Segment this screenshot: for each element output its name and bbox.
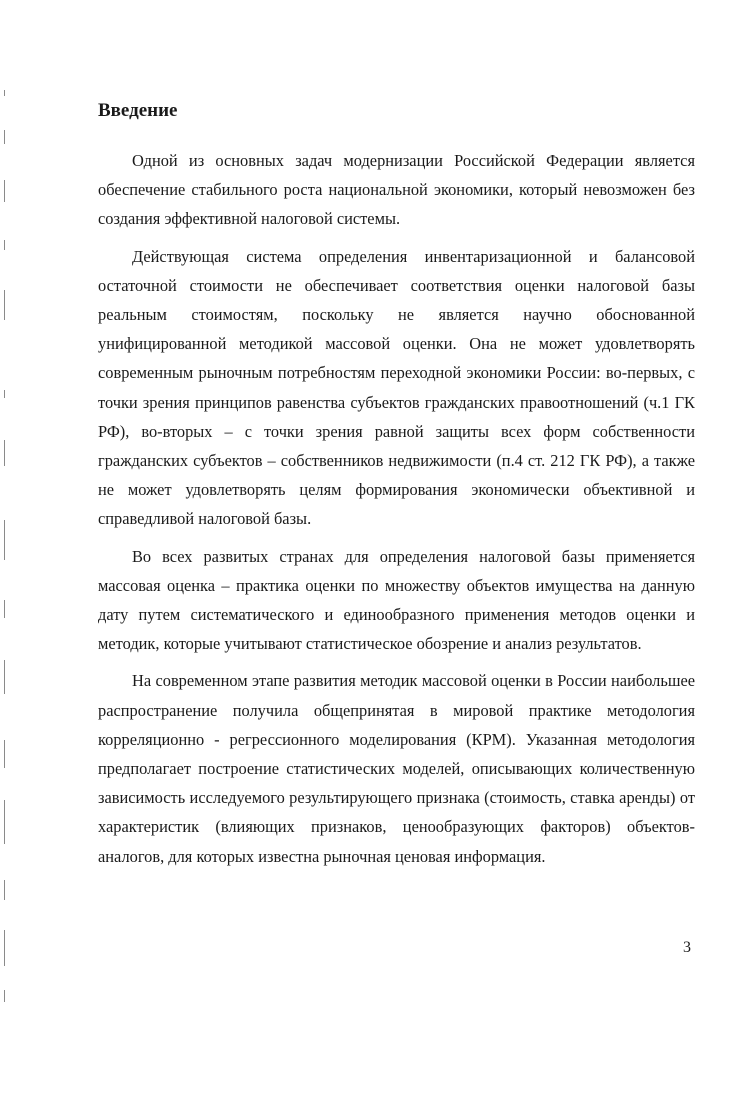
scan-speck — [4, 440, 5, 466]
scan-speck — [4, 90, 5, 96]
body-text — [98, 146, 695, 879]
scan-speck — [4, 930, 5, 966]
paragraph: Действующая система определения инвентаризационной и балансовой остаточной стоимости не обеспечивает соответствия оценки налоговой базы реальным стоимостям, поскольку не является научно обоснованной унифицированной методикой массовой оценки. Она не может удовлетворять современным рыночным потребностям переходной экономики России: во-первых, с точки зрения принципов равенства субъектов гражданских правоотношений (ч.1 ГК РФ), во-вторых – с точки зрения равной защиты всех форм собственности гражданских субъектов – собственников недвижимости (п.4 ст. 212 ГК РФ), а также не может удовлетворять целям формирования экономически объективной и справедливой налоговой базы. — [98, 246, 695, 529]
page-number: 3 — [683, 939, 691, 956]
scan-speck — [4, 660, 5, 694]
scan-speck — [4, 130, 5, 144]
scan-speck — [4, 880, 5, 900]
section-heading: Введение — [98, 100, 178, 121]
scan-speck — [4, 520, 5, 560]
scan-speck — [4, 990, 5, 1002]
scan-speck — [4, 240, 5, 250]
scan-speck — [4, 180, 5, 202]
scan-speck — [4, 800, 5, 844]
paragraph: Во всех развитых странах для определения налоговой базы применяется массовая оценка – практика оценки по множеству объектов имущества на данную дату путем систематического и единообразного применения методов оценки и методик, которые учитывают статистическое обозрение и анализ результатов. — [98, 546, 695, 654]
scan-speck — [4, 290, 5, 320]
scan-speck — [4, 600, 5, 618]
scan-speck — [4, 390, 5, 398]
paragraph: На современном этапе развития методик массовой оценки в России наибольшее распространение получила общепринятая в мировой практике методология корреляционно - регрессионного моделирования (КРМ). Указанная методология предполагает построение статистических моделей, описывающих количественную зависимость исследуемого результирующего признака (стоимость, ставка аренды) от характеристик (влияющих признаков, ценообразующих факторов) объектов-аналогов, для которых известна рыночная ценовая информация. — [98, 671, 695, 866]
paragraph: Одной из основных задач модернизации Российской Федерации является обеспечение стабильного роста национальной экономики, который невозможен без создания эффективной налоговой системы. — [98, 151, 695, 229]
scan-speck — [4, 740, 5, 768]
scan-edge-noise — [4, 60, 10, 1060]
